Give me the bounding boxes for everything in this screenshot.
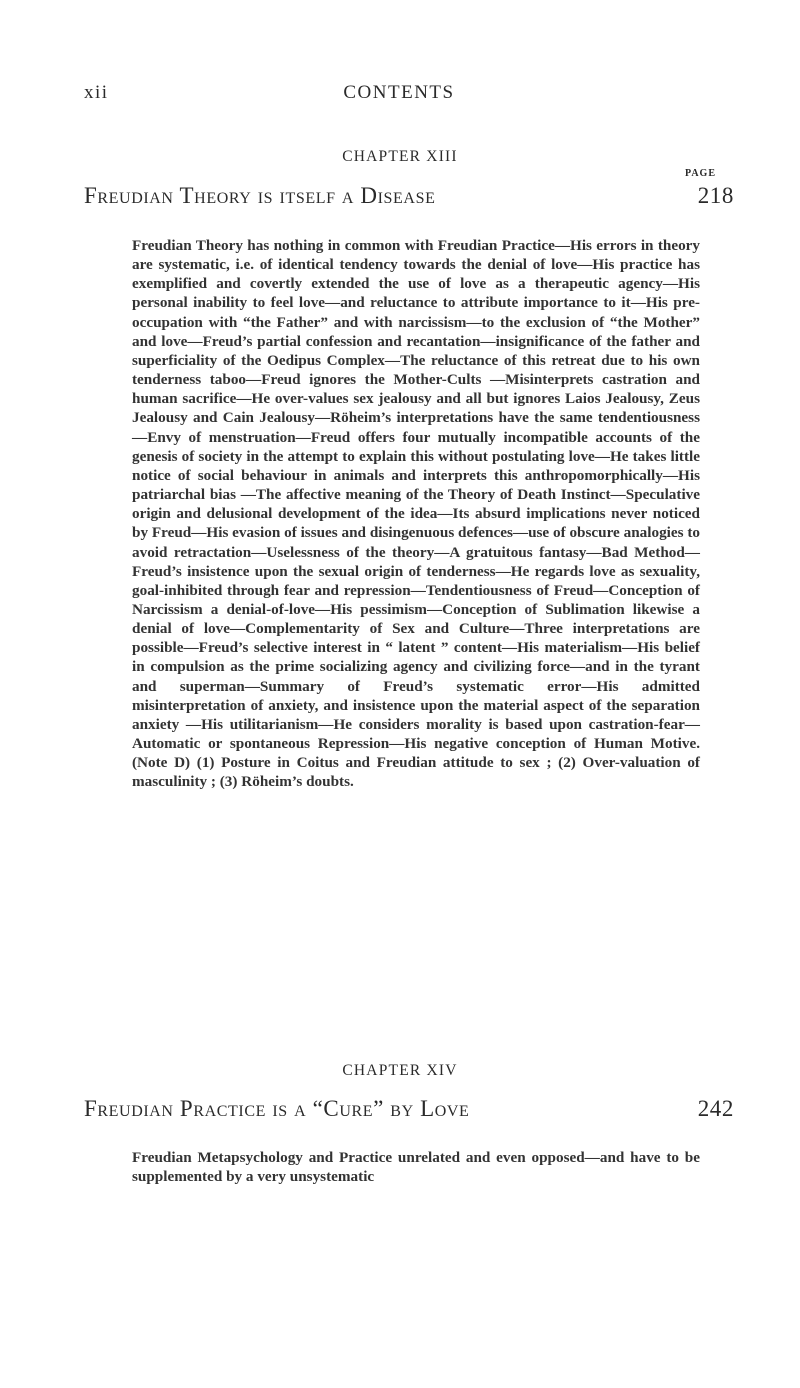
chapter-title: Freudian Theory is itself a Disease [84,183,436,208]
page-column-label: PAGE [684,168,716,179]
chapter-page-number: 218 [697,183,734,208]
chapter-heading: CHAPTER XIII [342,148,458,165]
running-title: CONTENTS [343,82,455,103]
chapter-summary: Freudian Theory has nothing in common with Freudian Practice—His errors in theory are systematic, i.e. of identical tendency towards the denial of love—His practice has exemplified and covertly extended the use of love as a therapeutic agency—His personal inability to feel love—and reluctance to attribute importance to it—His pre-occupation with “the Father” and with narcissism—to the exclusion of “the Mother” and love—Freud’s partial confession and recantation—insignificance of the father and superficiality of the Oedipus Complex—The reluctance of this retreat due to his own tenderness taboo—Freud ignores the Mother-Cults —Misinterprets castration and human sacrifice—He over-values sex jealousy and all but ignores Laios Jealousy, Zeus Jealousy and Cain Jealousy—Röheim’s interpretations have the same tendentiousness—Envy of menstruation—Freud offers four mutually incompatible accounts of the genesis of society in the attempt to explain this without postulating love—He takes little notice of social behaviour in animals and interprets this anthropomorphically—His patriarchal bias —The affective meaning of the Theory of Death Instinct—Speculative origin and delusional development of the idea—Its absurd implications never noticed by Freud—His evasion of issues and disingenuous defences—use of obscure analogies to avoid retractation—Uselessness of the theory—A gratuitous fantasy—Bad Method—Freud’s insistence upon the sexual origin of tenderness—He regards love as sexuality, goal-inhibited through fear and repression—Tendentiousness of Freud—Conception of Narcissism a denial-of-love—His pessimism—Conception of Sublimation likewise a denial of love—Complementarity of Sex and Culture—Three interpretations are possible—Freud’s selective interest in “ latent ” content—His materialism—His belief in compulsion as the prime socializing agency and civilizing force—and in the tyrant and superman—Summary of Freud’s systematic error—His admitted misinterpretation of anxiety, and insistence upon the material aspect of the separation anxiety —His utilitarianism—He considers morality is based upon castration-fear—Automatic or spontaneous Repression—His negative conception of Human Motive. (Note D) (1) Posture in Coitus and Freudian attitude to sex ; (2) Over-valuation of masculinity ; (3) Röheim’s doubts. [132,237,700,791]
chapter-heading: CHAPTER XIV [342,1062,458,1079]
running-head [84,82,714,110]
page-number: xii [84,82,109,103]
chapter-summary: Freudian Metapsychology and Practice unrelated and even opposed—and have to be supplemented by a very unsystematic [132,1149,700,1186]
chapter-title: Freudian Practice is a “Cure” by Love [84,1096,470,1121]
chapter-page-number: 242 [697,1096,734,1121]
